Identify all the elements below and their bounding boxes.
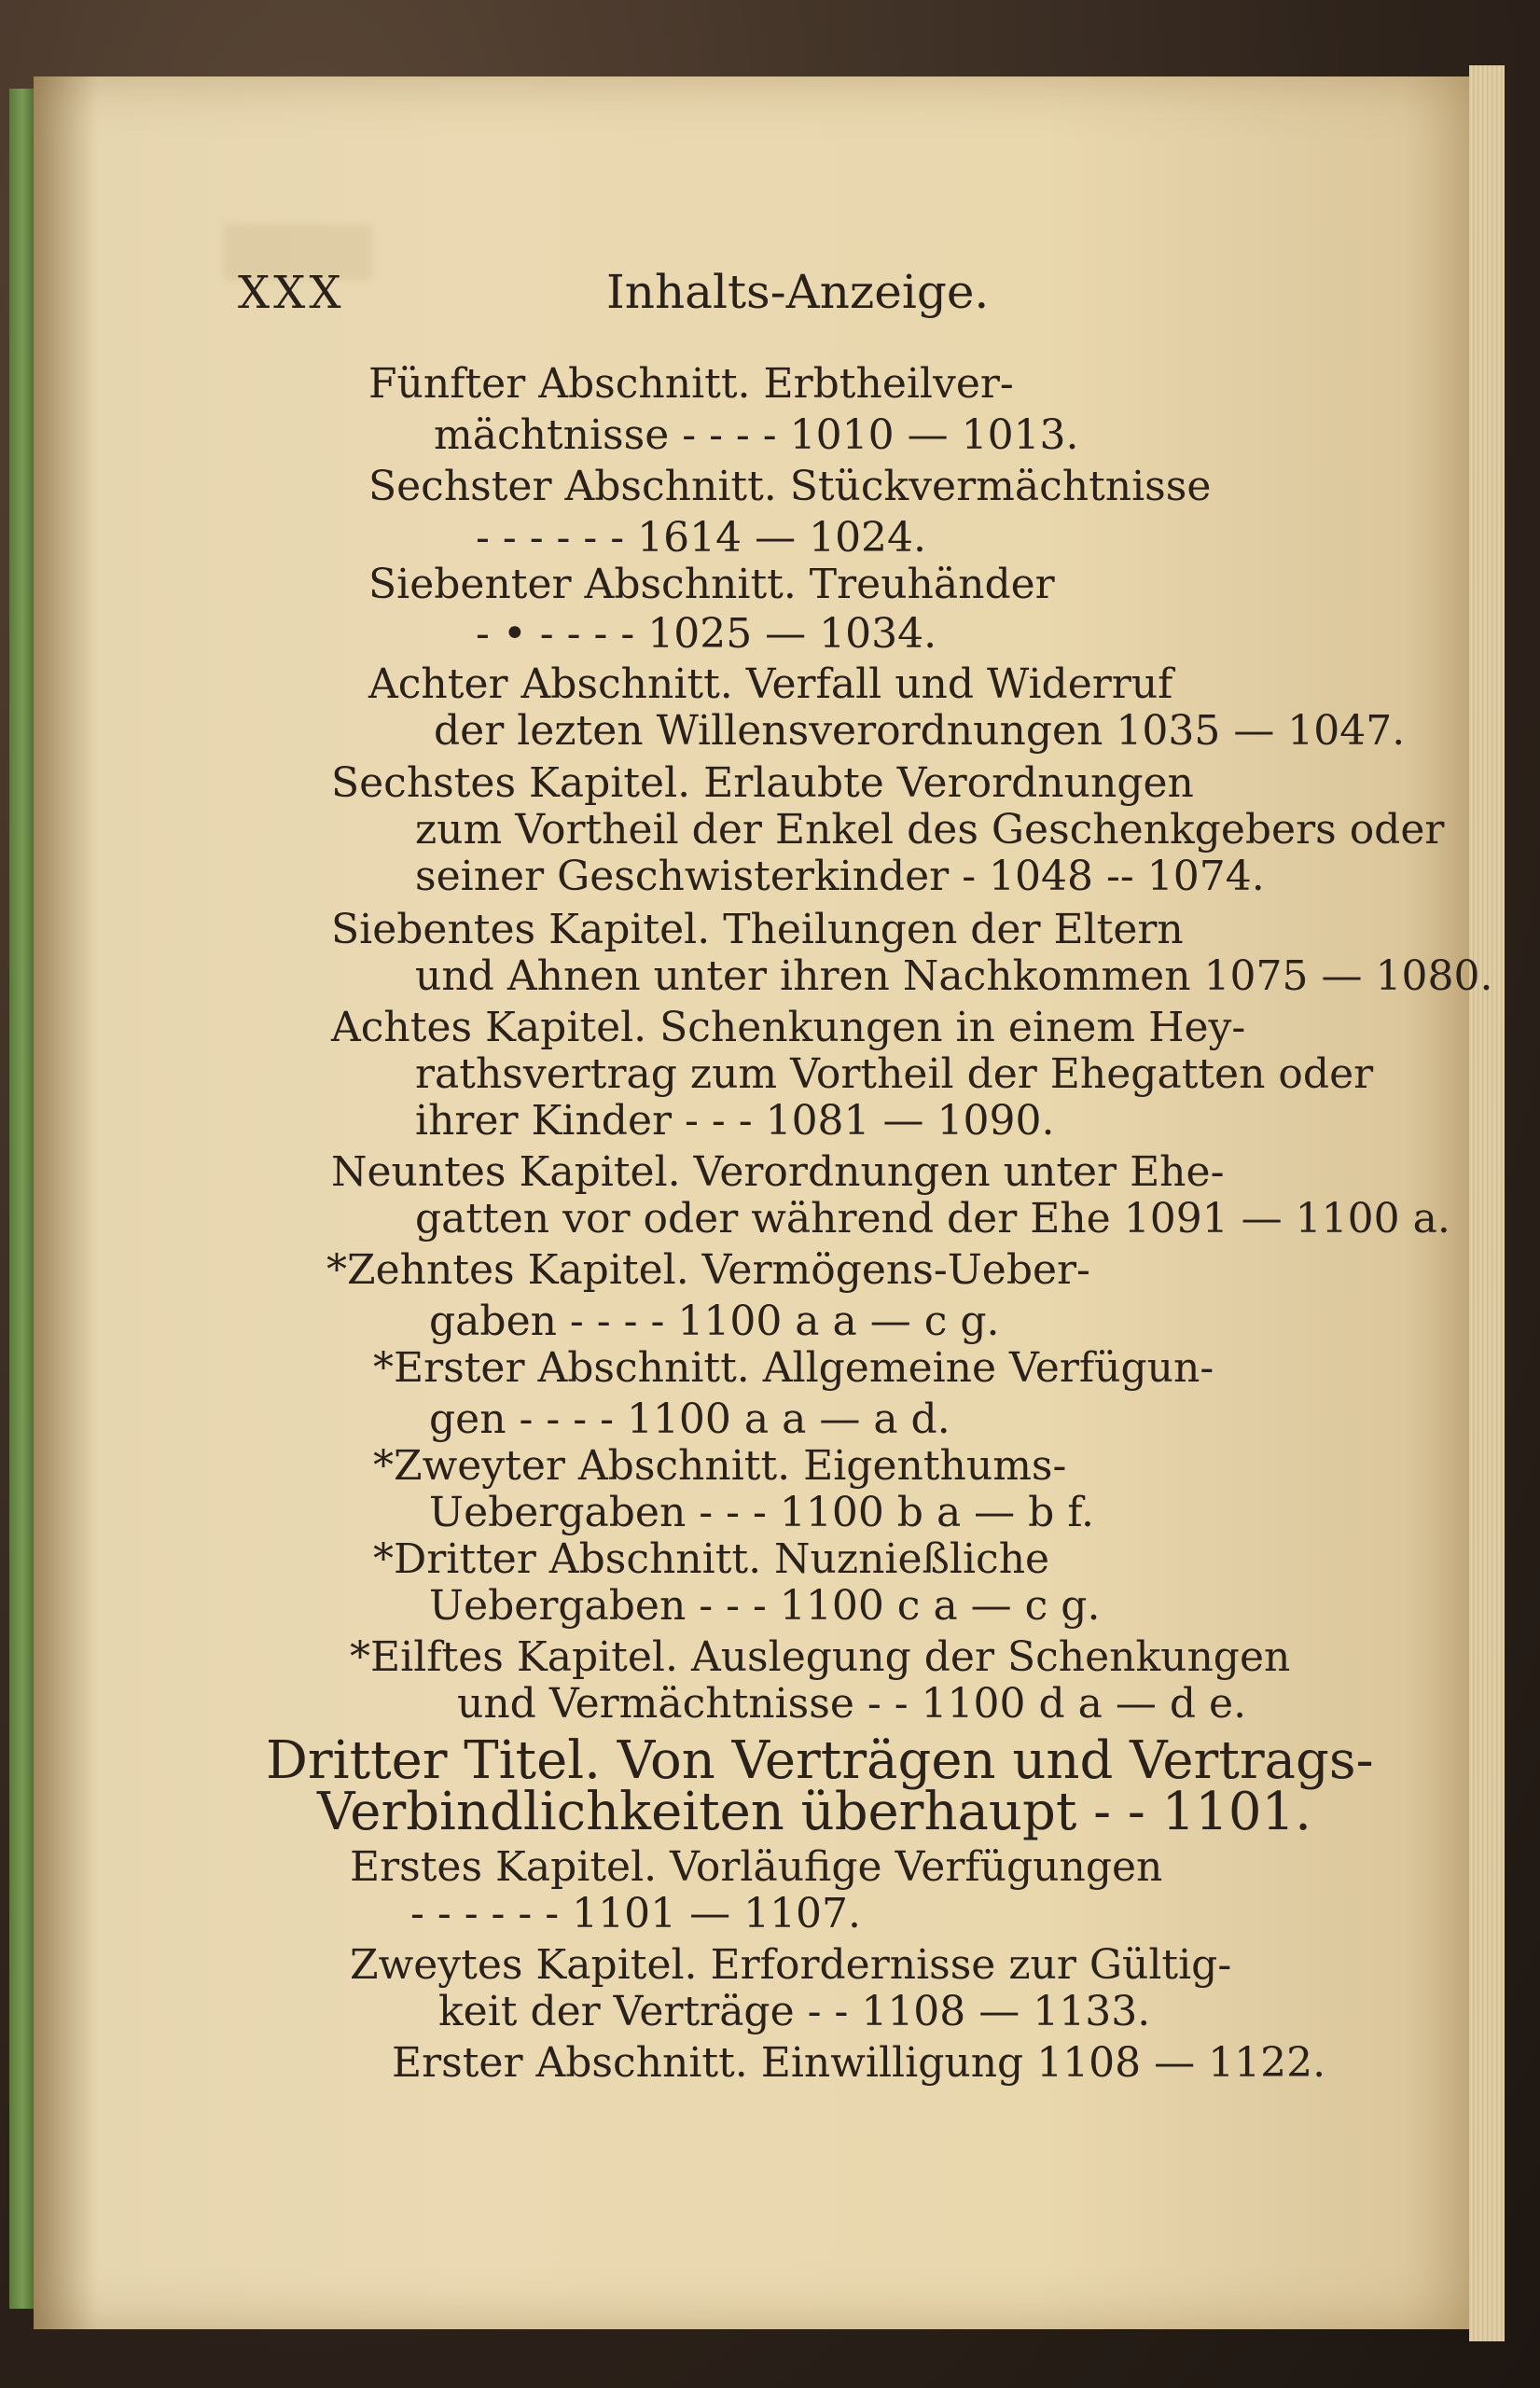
toc-line: *Eilftes Kapitel. Auslegung der Schenkungen — [350, 1633, 1291, 1681]
toc-line: gaben - - - - 1100 a a — c g. — [429, 1298, 1000, 1345]
toc-line: Uebergaben - - - 1100 c a — c g. — [429, 1582, 1101, 1630]
toc-line: *Zweyter Abschnitt. Eigenthums- — [373, 1442, 1067, 1490]
toc-line: Erstes Kapitel. Vorläufige Verfügungen — [350, 1843, 1163, 1891]
toc-line: Siebentes Kapitel. Theilungen der Eltern — [331, 906, 1184, 953]
toc-line: *Zehntes Kapitel. Vermögens-Ueber- — [326, 1246, 1090, 1294]
toc-line: Erster Abschnitt. Einwilligung 1108 — 1122. — [392, 2039, 1326, 2087]
toc-line-title: Verbindlichkeiten überhaupt - - 1101. — [317, 1782, 1311, 1842]
toc-line: Sechstes Kapitel. Erlaubte Verordnungen — [331, 759, 1194, 807]
toc-line: Sechster Abschnitt. Stückvermächtnisse — [368, 463, 1212, 510]
toc-line: - • - - - - 1025 — 1034. — [476, 610, 937, 658]
page-number: XXX — [238, 267, 345, 319]
toc-line: und Vermächtnisse - - 1100 d a — d e. — [457, 1680, 1247, 1728]
toc-line: der lezten Willensverordnungen 1035 — 1047. — [434, 707, 1406, 755]
toc-line: - - - - - - 1101 — 1107. — [410, 1890, 862, 1937]
toc-line: Siebenter Abschnitt. Treuhänder — [368, 561, 1055, 608]
toc-line: Achter Abschnitt. Verfall und Widerruf — [368, 660, 1173, 708]
toc-line: - - - - - - 1614 — 1024. — [476, 514, 927, 562]
toc-line: Zweytes Kapitel. Erfordernisse zur Gültig- — [350, 1941, 1232, 1989]
page-title: Inhalts-Anzeige. — [606, 265, 990, 319]
toc-line: gen - - - - 1100 a a — a d. — [429, 1395, 950, 1443]
toc-line: seiner Geschwisterkinder - 1048 -- 1074. — [415, 853, 1265, 900]
toc-line: *Erster Abschnitt. Allgemeine Verfügun- — [373, 1344, 1214, 1392]
toc-line: rathsvertrag zum Vortheil der Ehegatten oder — [415, 1050, 1374, 1098]
toc-line: Achtes Kapitel. Schenkungen in einem Hey- — [331, 1004, 1246, 1051]
toc-line: gatten vor oder während der Ehe 1091 — 1100 a. — [415, 1195, 1450, 1243]
toc-line: *Dritter Abschnitt. Nuznießliche — [373, 1535, 1050, 1583]
toc-line: und Ahnen unter ihren Nachkommen 1075 — 1080. — [415, 952, 1493, 1000]
toc-line: Fünfter Abschnitt. Erbtheilver- — [368, 360, 1014, 408]
toc-line: keit der Verträge - - 1108 — 1133. — [438, 1988, 1151, 2035]
toc-line: Uebergaben - - - 1100 b a — b f. — [429, 1489, 1095, 1536]
toc-line-title: Dritter Titel. Von Verträgen und Vertrags- — [266, 1730, 1374, 1791]
toc-line: Neuntes Kapitel. Verordnungen unter Ehe- — [331, 1148, 1225, 1196]
toc-line: mächtnisse - - - - 1010 — 1013. — [434, 411, 1079, 459]
toc-line: ihrer Kinder - - - 1081 — 1090. — [415, 1097, 1055, 1145]
toc-line: zum Vortheil der Enkel des Geschenkgebers oder — [415, 806, 1445, 854]
